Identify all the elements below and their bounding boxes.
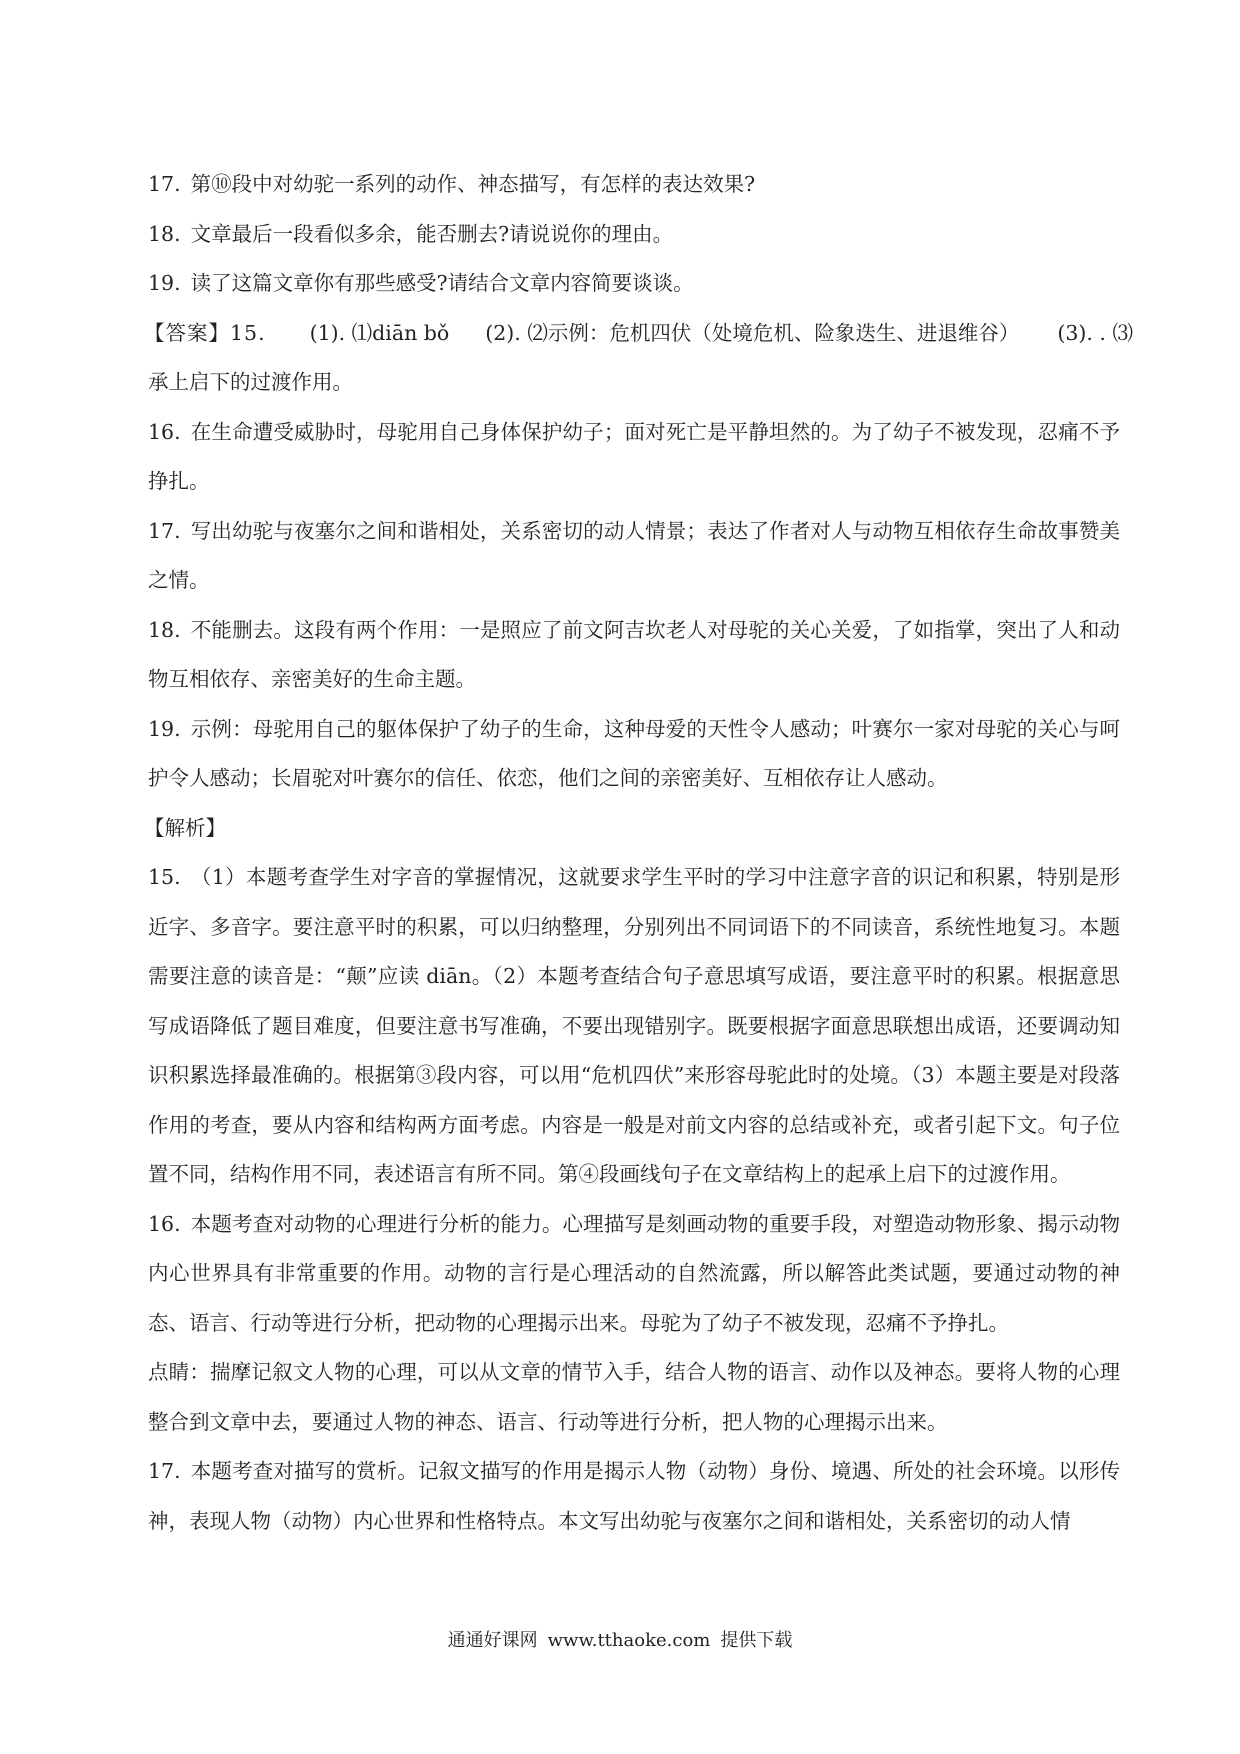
- analysis-pointer: 点睛：揣摩记叙文人物的心理，可以从文章的情节入手，结合人物的语言、动作以及神态。要将人物的心理整合到文章中去，要通过人物的神态、语言、行动等进行分析，把人物的心理揭示出来。: [148, 1360, 1120, 1434]
- answer-tag: 【答案】15.: [144, 320, 266, 345]
- answer-18: [148, 606, 1120, 705]
- answer-15-part-2: (2). ⑵示例：危机四伏（处境危机、险象迭生、进退维谷）: [485, 320, 1020, 345]
- question-number: 19.: [148, 271, 181, 295]
- analysis-number: 17.: [148, 1459, 181, 1483]
- answer-text: 示例：母驼用自己的躯体保护了幼子的生命，这种母爱的天性令人感动；叶赛尔一家对母驼的关心与呵护令人感动；长眉驼对叶赛尔的信任、依恋，他们之间的亲密美好、互相依存让人感动。: [148, 716, 1120, 790]
- answer-16: [148, 408, 1120, 507]
- document-page: [144, 160, 1133, 1546]
- footer-url[interactable]: www.tthaoke.com: [547, 1630, 711, 1651]
- question-19: [148, 259, 1120, 309]
- analysis-tag: 【解析】: [144, 815, 226, 840]
- question-text: 读了这篇文章你有那些感受?请结合文章内容简要谈谈。: [190, 271, 694, 295]
- question-17: [148, 160, 1120, 210]
- question-text: 文章最后一段看似多余，能否删去?请说说你的理由。: [190, 221, 674, 246]
- answer-19: [148, 705, 1120, 804]
- answer-15-continuation: 承上启下的过渡作用。: [148, 370, 353, 394]
- page-footer: [0, 1626, 1240, 1652]
- analysis-text: （1）本题考查学生对字音的掌握情况，这就要求学生平时的学习中注意字音的识记和积累，特别是形近字、多音字。要注意平时的积累，可以归纳整理，分别列出不同词语下的不同读音，系统性地复习。本题需要注意的读音是：“颠”应读 diān。（2）本题考查结合句子意思填写成语，要注意平时的积累。根据意思写成语降低了题目难度，但要注意书写准确，不要出现错别字。既要根据字面意思联想出成语，还要调动知识积累选择最准确的。根据第③段内容，可以用“危机四伏”来形容母驼此时的处境。（3）本题主要是对段落作用的考查，要从内容和结构两方面考虑。内容是一般是对前文内容的总结或补充，或者引起下文。句子位置不同，结构作用不同，表述语言有所不同。第④段画线句子在文章结构上的起承上启下的过渡作用。: [148, 865, 1120, 1186]
- analysis-17: [148, 1447, 1120, 1546]
- question-text: 第⑩段中对幼驼一系列的动作、神态描写，有怎样的表达效果?: [190, 172, 756, 196]
- question-18: [148, 210, 1120, 260]
- answer-17: [148, 507, 1120, 606]
- analysis-number: 15.: [148, 865, 181, 889]
- answer-15-part-1: (1). ⑴diān bǒ: [309, 320, 450, 345]
- answer-number: 16.: [148, 419, 181, 444]
- footer-suffix: 提供下载: [720, 1630, 793, 1651]
- analysis-text: 本题考查对动物的心理进行分析的能力。心理描写是刻画动物的重要手段，对塑造动物形象、揭示动物内心世界具有非常重要的作用。动物的言行是心理活动的自然流露，所以解答此类试题，要通过动物的神态、语言、行动等进行分析，把动物的心理揭示出来。母驼为了幼子不被发现，忍痛不予挣扎。: [148, 1211, 1120, 1335]
- answer-15-part-3: (3). . ⑶: [1057, 320, 1133, 345]
- answer-text: 写出幼驼与夜塞尔之间和谐相处，关系密切的动人情景；表达了作者对人与动物互相依存生命故事赞美之情。: [148, 518, 1120, 592]
- answer-15-row: [144, 309, 1133, 359]
- footer-site-name: 通通好课网: [447, 1630, 538, 1651]
- question-number: 18.: [148, 221, 181, 246]
- answer-text: 在生命遭受威胁时，母驼用自己身体保护幼子；面对死亡是平静坦然的。为了幼子不被发现，忍痛不予挣扎。: [148, 419, 1120, 493]
- question-number: 17.: [148, 172, 181, 196]
- analysis-15: [148, 853, 1120, 1200]
- answer-number: 17.: [148, 518, 181, 543]
- answer-number: 19.: [148, 716, 181, 741]
- analysis-16: [148, 1200, 1120, 1349]
- analysis-text: 本题考查对描写的赏析。记叙文描写的作用是揭示人物（动物）身份、境遇、所处的社会环境。以形传神，表现人物（动物）内心世界和性格特点。本文写出幼驼与夜塞尔之间和谐相处，关系密切的动人情: [148, 1459, 1120, 1533]
- answer-text: 不能删去。这段有两个作用：一是照应了前文阿吉坎老人对母驼的关心关爱，了如指掌，突出了人和动物互相依存、亲密美好的生命主题。: [148, 617, 1120, 691]
- answer-number: 18.: [148, 617, 181, 642]
- analysis-number: 16.: [148, 1211, 181, 1236]
